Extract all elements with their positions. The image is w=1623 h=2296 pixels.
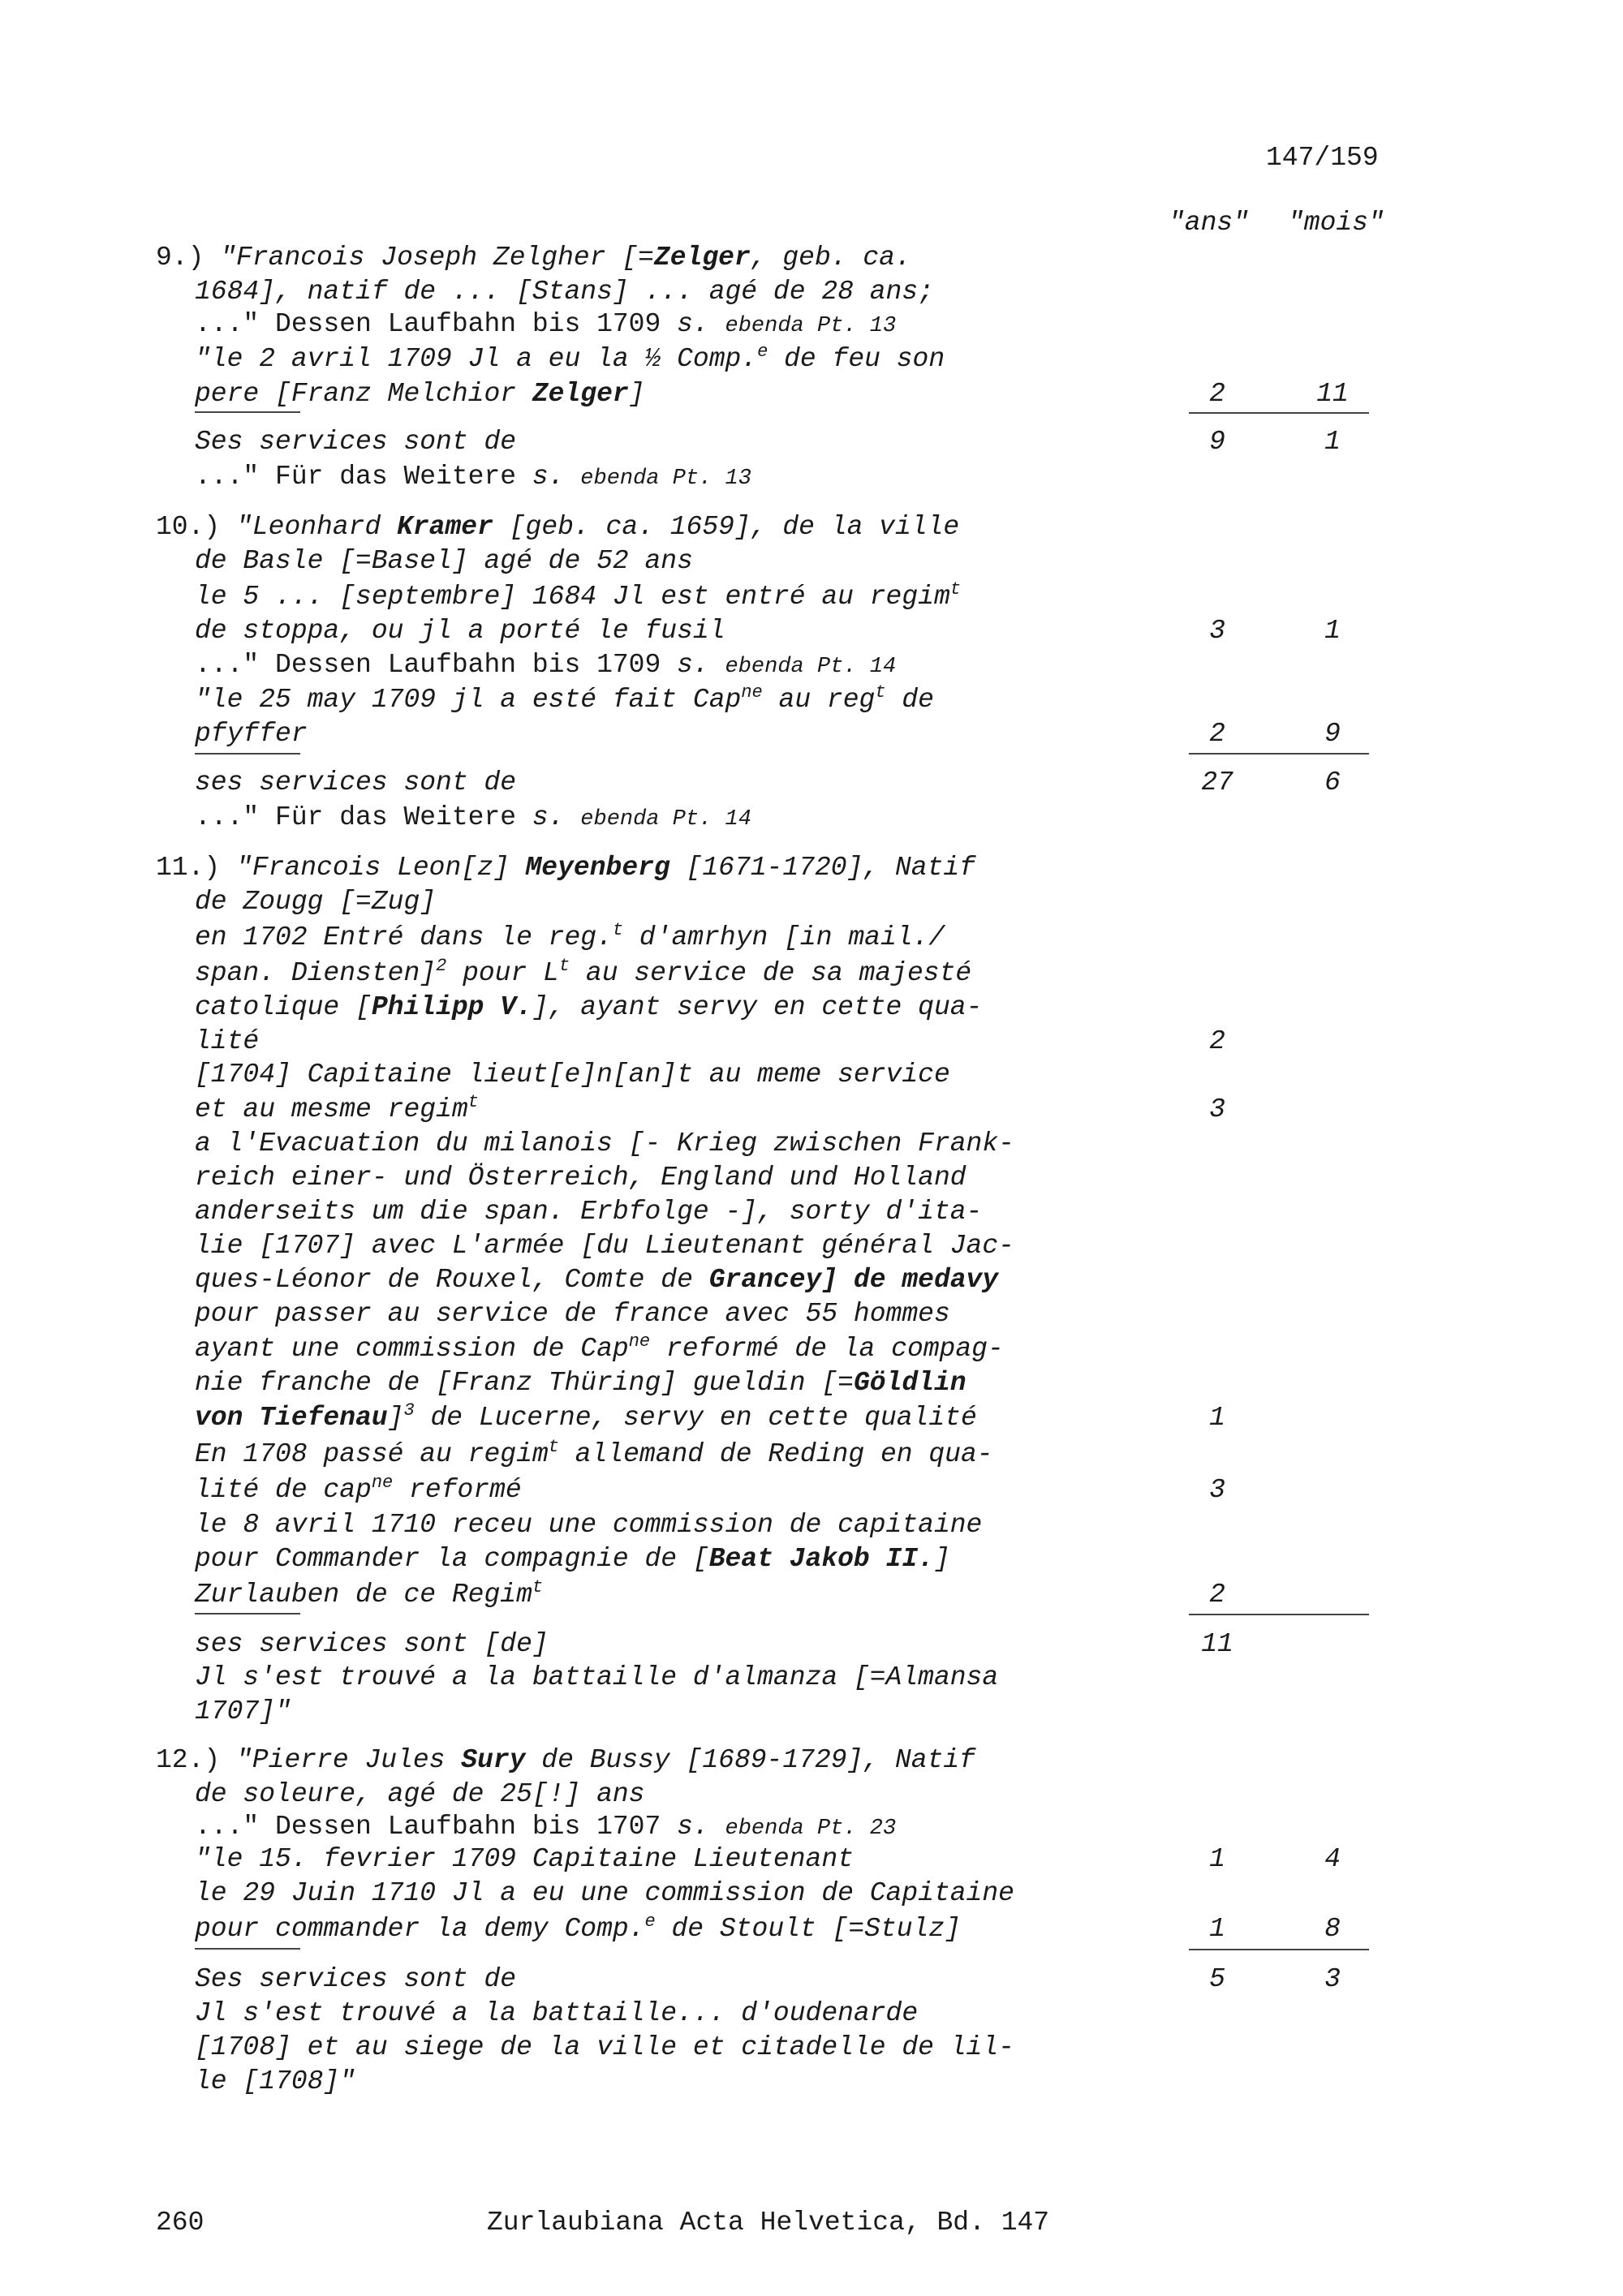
page-reference: 147/159 (1266, 143, 1379, 173)
text-line: lité de cap$^{ne}$ reformé (195, 1473, 522, 1505)
text-line: [1704] Capitaine lieut[e]n[an]t au meme service (195, 1060, 950, 1090)
underline (195, 1948, 300, 1950)
underline (195, 1613, 300, 1615)
ans-value: 3 (1209, 616, 1225, 646)
text-line: lie [1707] avec L'armée [du Lieutenant général Jac- (195, 1231, 1014, 1261)
mois-value: 3 (1324, 1964, 1341, 1994)
text-line: ayant une commission de Cap$^{ne}$ reformé de la compag- (195, 1331, 1004, 1364)
entry-number-label: 9.) (156, 243, 204, 273)
text-line: le 8 avril 1710 receu une commission de capitaine (195, 1510, 983, 1540)
ans-value: 3 (1209, 1475, 1225, 1505)
mois-value: 6 (1324, 767, 1341, 798)
underline (195, 753, 300, 755)
ans-value: 1 (1209, 1914, 1225, 1944)
text-line: pour passer au service de france avec 55 hommes (195, 1299, 950, 1329)
text-line: pour Commander la compagnie de [Beat Jakob II.] (195, 1544, 950, 1574)
column-header-ans: "ans" (1169, 208, 1250, 238)
entry-number: 9.) "Francois Joseph Zelgher [=Zelger, geb. ca. (156, 243, 911, 273)
entry-number-label: 12.) (156, 1745, 221, 1775)
mois-value: 11 (1316, 379, 1349, 409)
footer-page-number: 260 (156, 2208, 204, 2238)
text-line: Zurlauben de ce Regim$^t$ (195, 1577, 544, 1610)
text-line: "le 25 may 1709 jl a esté fait Cap$^{ne}$ au reg$^t$ de (195, 682, 934, 715)
ans-value: 9 (1209, 427, 1225, 457)
ans-value: 5 (1209, 1964, 1225, 1994)
entry-number: 12.) "Pierre Jules Sury de Bussy [1689-1729], Natif (156, 1745, 975, 1775)
entry-number: 10.) "Leonhard Kramer [geb. ca. 1659], de la ville (156, 512, 960, 542)
mois-value: 8 (1324, 1914, 1341, 1944)
text-line: de Basle [=Basel] agé de 52 ans (195, 546, 693, 576)
column-header-mois: "mois" (1288, 208, 1384, 238)
text-line: de stoppa, ou jl a porté le fusil (195, 616, 725, 646)
text-line: von Tiefenau]$^3$ de Lucerne, servy en cette qualité (195, 1400, 977, 1433)
ans-value: 27 (1201, 767, 1233, 798)
mois-value: 1 (1324, 427, 1341, 457)
ans-value: 2 (1209, 1580, 1225, 1610)
text-line: ..." Für das Weitere s. ebenda Pt. 14 (195, 802, 751, 832)
text-line: ses services sont [de] (195, 1629, 549, 1659)
ans-value: 1 (1209, 1844, 1225, 1874)
entry-number-label: 10.) (156, 512, 221, 542)
text-line: le 29 Juin 1710 Jl a eu une commission de Capitaine (195, 1878, 1014, 1908)
text-line: en 1702 Entré dans le reg.$^t$ d'amrhyn [in mail./ (195, 920, 945, 952)
ans-value: 1 (1209, 1403, 1225, 1433)
text-line: nie franche de [Franz Thüring] gueldin [=Göldlin (195, 1368, 966, 1398)
text-line: pere [Franz Melchior Zelger] (195, 379, 645, 409)
text-line: span. Diensten]$^2$ pour $L^t$ au service de sa majesté (195, 956, 972, 988)
text-line: Jl s'est trouvé a la battaille d'almanza [=Almansa (195, 1662, 999, 1692)
text-line: Ses services sont de (195, 427, 517, 457)
mois-value: 1 (1324, 616, 1341, 646)
text-line: Jl s'est trouvé a la battaille... d'oudenarde (195, 1998, 919, 2028)
ans-value: 3 (1209, 1094, 1225, 1124)
text-line: ..." Dessen Laufbahn bis 1707 s. ebenda Pt. 23 (195, 1812, 897, 1842)
mois-value: 4 (1324, 1844, 1341, 1874)
text-line: "le 2 avril 1709 Jl a eu la ½ Comp.$^e$ de feu son (195, 342, 945, 374)
text-line: de soleure, agé de 25[!] ans (195, 1779, 645, 1809)
sum-rule (1189, 753, 1369, 755)
text-line: ses services sont de (195, 767, 517, 798)
ans-value: 2 (1209, 1026, 1225, 1056)
text-line: ..." Dessen Laufbahn bis 1709 s. ebenda Pt. 13 (195, 309, 897, 339)
ans-value: 2 (1209, 719, 1225, 749)
text-line: En 1708 passé au regim$^t$ allemand de Reding en qua- (195, 1437, 993, 1469)
text-line: catolique [Philipp V.], ayant servy en cette qua- (195, 992, 983, 1022)
text-line: lité (195, 1026, 260, 1056)
sum-rule (1189, 412, 1369, 414)
text-line: le [1708]" (195, 2066, 356, 2096)
underline (195, 411, 300, 413)
ans-value: 11 (1201, 1629, 1233, 1659)
text-line: "le 15. fevrier 1709 Capitaine Lieutenant (195, 1844, 854, 1874)
text-line: [1708] et au siege de la ville et citadelle de lil- (195, 2032, 1014, 2062)
text-line: reich einer- und Österreich, England und Holland (195, 1163, 966, 1193)
text-line: le 5 ... [septembre] 1684 Jl est entré au regim$^t$ (195, 579, 961, 612)
text-line: pfyffer (195, 719, 308, 749)
ans-value: 2 (1209, 379, 1225, 409)
sum-rule (1189, 1949, 1369, 1950)
text-line: Ses services sont de (195, 1964, 517, 1994)
footer-series-title: Zurlaubiana Acta Helvetica, Bd. 147 (487, 2208, 1050, 2238)
text-line: de Zougg [=Zug] (195, 887, 437, 917)
text-line: ..." Für das Weitere s. ebenda Pt. 13 (195, 462, 751, 492)
entry-number-label: 11.) (156, 853, 221, 883)
entry-number: 11.) "Francois Leon[z] Meyenberg [1671-1720], Natif (156, 853, 975, 883)
sum-rule (1189, 1614, 1369, 1615)
text-line: 1684], natif de ... [Stans] ... agé de 28 ans; (195, 277, 934, 307)
text-line: ..." Dessen Laufbahn bis 1709 s. ebenda Pt. 14 (195, 650, 897, 680)
mois-value: 9 (1324, 719, 1341, 749)
text-line: 1707]" (195, 1696, 291, 1726)
text-line: et au mesme regim$^t$ (195, 1092, 479, 1124)
text-line: pour commander la demy Comp.$^e$ de Stoult [=Stulz] (195, 1911, 961, 1944)
text-line: a l'Evacuation du milanois [- Krieg zwischen Frank- (195, 1129, 1014, 1159)
text-line: anderseits um die span. Erbfolge -], sorty d'ita- (195, 1197, 983, 1227)
text-line: ques-Léonor de Rouxel, Comte de Grancey] de medavy (195, 1265, 999, 1295)
